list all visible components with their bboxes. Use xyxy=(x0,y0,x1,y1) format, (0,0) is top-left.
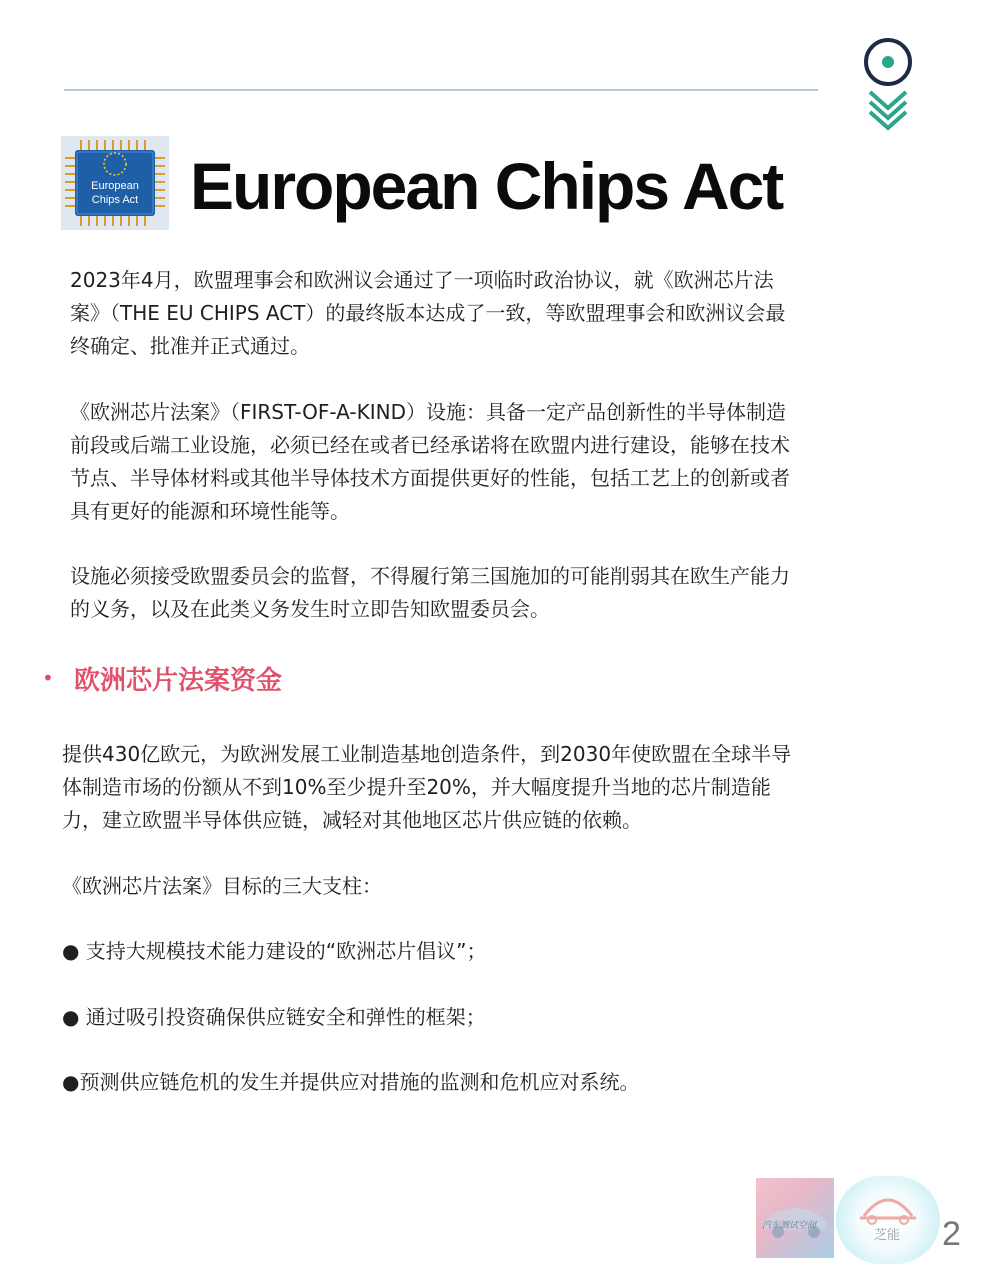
text-line: 力，建立欧盟半导体供应链，减轻对其他地区芯片供应链的依赖。 xyxy=(62,808,642,832)
logo-text-chips-act: Chips Act xyxy=(91,194,139,206)
top-divider xyxy=(64,89,818,91)
section-heading xyxy=(42,658,282,698)
text-line: 案》（THE EU CHIPS ACT）的最终版本达成了一致，等欧盟理事会和欧洲议会最 xyxy=(70,301,786,325)
text-line: 《欧洲芯片法案》（FIRST-OF-A-KIND）设施：具备一定产品创新性的半导体制造 xyxy=(70,400,787,424)
european-chips-act-logo xyxy=(61,136,169,230)
watermark-right-text: 芝能 xyxy=(874,1228,901,1243)
logo-text-european: European xyxy=(91,180,139,192)
text-line: 2023年4月，欧盟理事会和欧洲议会通过了一项临时政治协议，就《欧洲芯片法 xyxy=(70,268,774,292)
page-title: European Chips Act xyxy=(190,149,783,223)
watermark-left-text: 汽车测试空间 xyxy=(762,1221,817,1231)
watermark-thumbnail-right xyxy=(836,1176,940,1264)
pillar-item-1: ● 支持大规模技术能力建设的“欧洲芯片倡议”； xyxy=(62,939,487,963)
page-number: 2 xyxy=(942,1215,961,1253)
funding-paragraph xyxy=(62,738,862,837)
car-outline-icon xyxy=(836,1176,940,1264)
watermark-thumbnail-left xyxy=(756,1178,834,1258)
intro-paragraph-2 xyxy=(70,396,870,528)
brand-logo-icon xyxy=(858,36,918,132)
text-line: 设施必须接受欧盟委员会的监督，不得履行第三国施加的可能削弱其在欧生产能力 xyxy=(70,564,790,588)
pillar-item-2: ● 通过吸引投资确保供应链安全和弹性的框架； xyxy=(62,1005,486,1029)
text-line: 提供430亿欧元，为欧洲发展工业制造基地创造条件，到2030年使欧盟在全球半导 xyxy=(62,742,792,766)
intro-paragraph-1 xyxy=(70,264,870,363)
text-line: 的义务，以及在此类义务发生时立即告知欧盟委员会。 xyxy=(70,597,550,621)
section-heading-label: 欧洲芯片法案资金 xyxy=(74,665,283,696)
text-line: 终确定、批准并正式通过。 xyxy=(70,334,310,358)
text-line: 前段或后端工业设施，必须已经在或者已经承诺将在欧盟内进行建设，能够在技术 xyxy=(70,433,790,457)
text-line: 具有更好的能源和环境性能等。 xyxy=(70,499,350,523)
bullet-icon: • xyxy=(42,666,54,690)
intro-paragraph-3 xyxy=(70,560,870,626)
text-line: 节点、半导体材料或其他半导体技术方面提供更好的性能，包括工艺上的创新或者 xyxy=(70,466,790,490)
pillars-intro: 《欧洲芯片法案》目标的三大支柱： xyxy=(62,874,382,898)
text-line: 体制造市场的份额从不到10%至少提升至20%，并大幅度提升当地的芯片制造能 xyxy=(62,775,771,799)
pillar-item-3: ●预测供应链危机的发生并提供应对措施的监测和危机应对系统。 xyxy=(62,1070,640,1094)
